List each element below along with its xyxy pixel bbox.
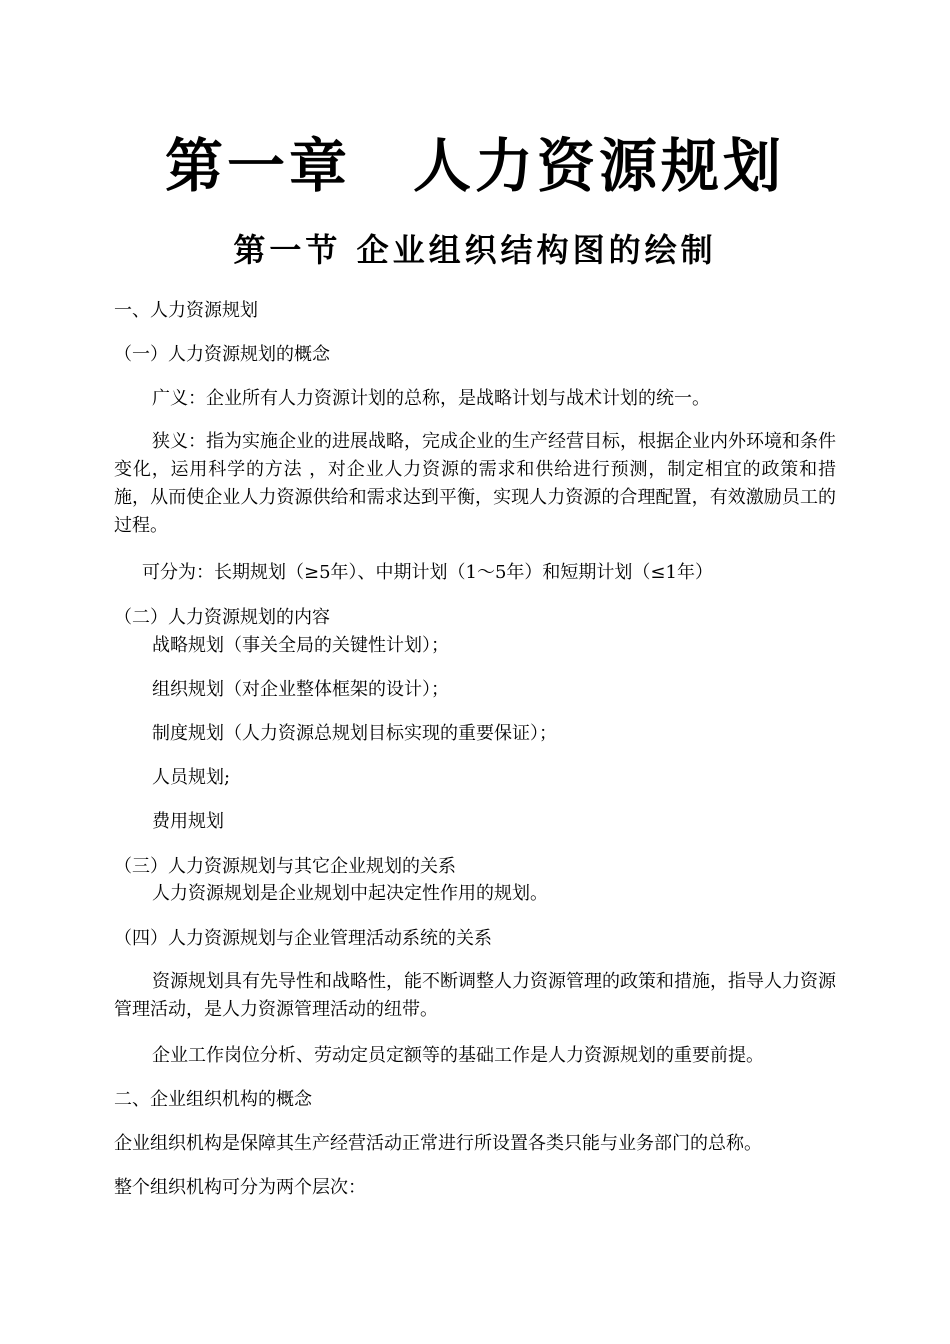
content-item-strategic: 战略规划（事关全局的关键性计划）；: [152, 635, 449, 656]
section-title: 第一节 企业组织结构图的绘制: [233, 231, 717, 269]
narrow-definition: 狭义：指为实施企业的进展战略，完成企业的生产经营目标，根据企业内外环境和条件变化，运用科学的方法 ，对企业人力资源的需求和供给进行预测，制定相宜的政策和措施，从而使企业人力资源供给和需求达到平衡，实现人力资源的合理配置，有效激励员工的过程。: [114, 431, 836, 536]
relation-management-para: 资源规划具有先导性和战略性，能不断调整人力资源管理的政策和措施，指导人力资源管理活动，是人力资源管理活动的纽带。: [114, 971, 836, 1020]
planning-types: 可分为：长期规划（≥5年）、中期计划（1～5年）和短期计划（≤1年）: [142, 562, 713, 583]
org-levels: 整个组织机构可分为两个层次：: [114, 1177, 366, 1198]
subheading-relation-other-plans: （三）人力资源规划与其它企业规划的关系: [114, 856, 456, 877]
chapter-title: 第一章 人力资源规划: [164, 132, 785, 200]
heading-hr-planning: 一、人力资源规划: [114, 300, 258, 321]
subheading-content: （二）人力资源规划的内容: [114, 607, 330, 628]
relation-other-plans-text: 人力资源规划是企业规划中起决定性作用的规划。: [152, 883, 548, 904]
subheading-relation-management: （四）人力资源规划与企业管理活动系统的关系: [114, 928, 492, 949]
subheading-concept: （一）人力资源规划的概念: [114, 344, 330, 365]
content-item-personnel: 人员规划;: [152, 767, 231, 788]
prerequisite-text: 企业工作岗位分析、劳动定员定额等的基础工作是人力资源规划的重要前提。: [152, 1045, 764, 1066]
content-item-expense: 费用规划: [152, 811, 224, 832]
content-item-organizational: 组织规划（对企业整体框架的设计）；: [152, 679, 449, 700]
content-item-institutional: 制度规划（人力资源总规划目标实现的重要保证）；: [152, 723, 557, 744]
org-definition: 企业组织机构是保障其生产经营活动正常进行所设置各类只能与业务部门的总称。: [114, 1133, 762, 1154]
broad-definition: 广义：企业所有人力资源计划的总称，是战略计划与战术计划的统一。: [152, 388, 710, 409]
heading-org-concept: 二、企业组织机构的概念: [114, 1089, 312, 1110]
